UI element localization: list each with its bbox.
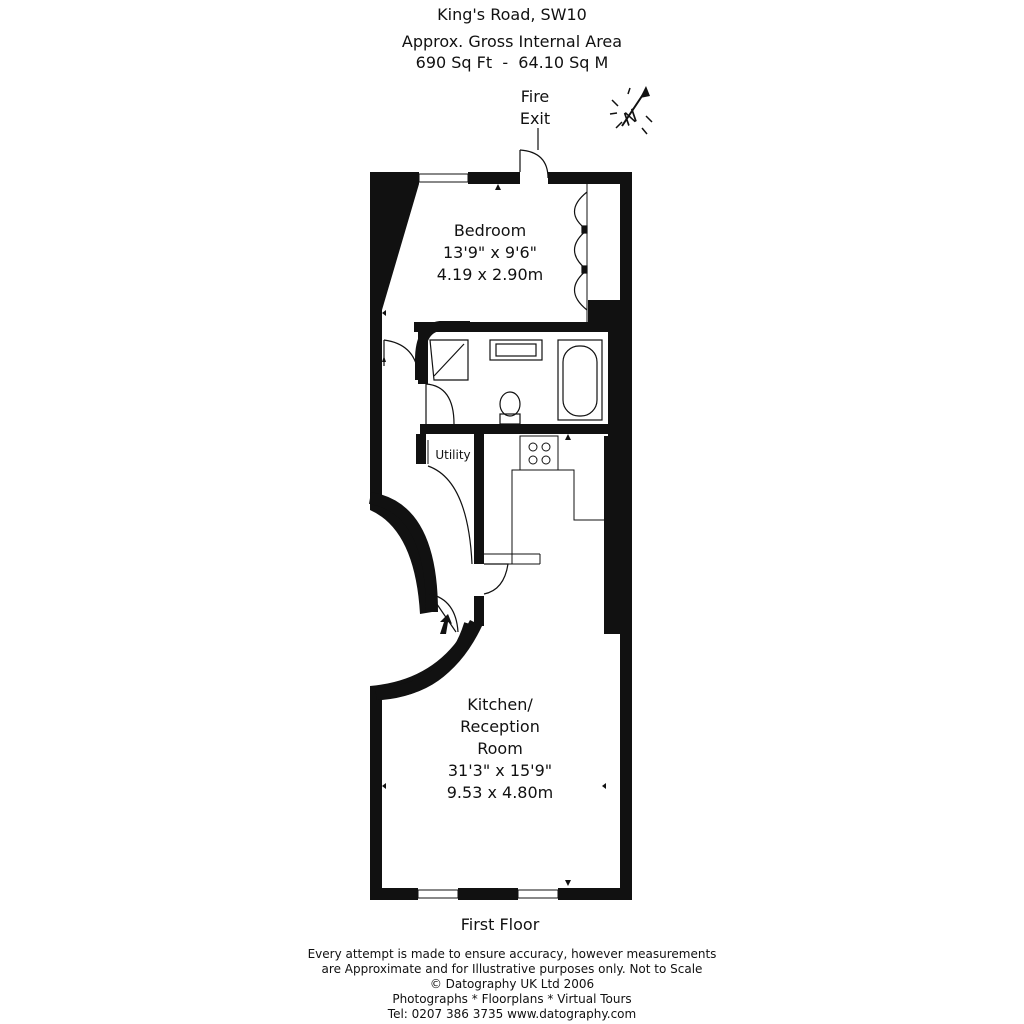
wardrobe-doors <box>575 192 588 310</box>
footer-line-4: Photographs * Floorplans * Virtual Tours <box>392 992 632 1006</box>
address-title: King's Road, SW10 <box>437 5 587 24</box>
kitchen-label <box>410 694 590 804</box>
area-title: Approx. Gross Internal Area <box>401 32 623 51</box>
bedroom-name: Bedroom <box>453 221 527 240</box>
kitchen-metric: 9.53 x 4.80m <box>446 783 554 802</box>
floor-label: First Floor <box>460 915 540 934</box>
footer-disclaimer <box>0 947 1024 1022</box>
kitchen-name-3: Room <box>477 739 523 758</box>
kitchen-name-1: Kitchen/ <box>467 695 533 714</box>
kitchen-imperial: 31'3" x 15'9" <box>447 761 553 780</box>
utility-label: Utility <box>435 448 471 462</box>
footer-line-1: Every attempt is made to ensure accuracy, however measurements <box>307 947 717 961</box>
bedroom-imperial: 13'9" x 9'6" <box>442 243 538 262</box>
fire-exit-door <box>520 150 548 178</box>
footer-line-2: are Approximate and for Illustrative purposes only. Not to Scale <box>321 962 703 976</box>
utility-door <box>428 466 472 564</box>
bedroom-metric: 4.19 x 2.90m <box>436 265 544 284</box>
fire-exit-line1: Fire <box>520 87 550 106</box>
footer-line-3: © Datography UK Ltd 2006 <box>429 977 595 991</box>
compass-label: N <box>619 105 642 131</box>
footer-line-5: Tel: 0207 386 3735 www.datography.com <box>387 1007 637 1021</box>
bedroom-label <box>420 220 560 286</box>
kitchen-name-2: Reception <box>460 717 540 736</box>
area-value: 690 Sq Ft - 64.10 Sq M <box>415 53 609 72</box>
fire-exit-line2: Exit <box>519 109 551 128</box>
